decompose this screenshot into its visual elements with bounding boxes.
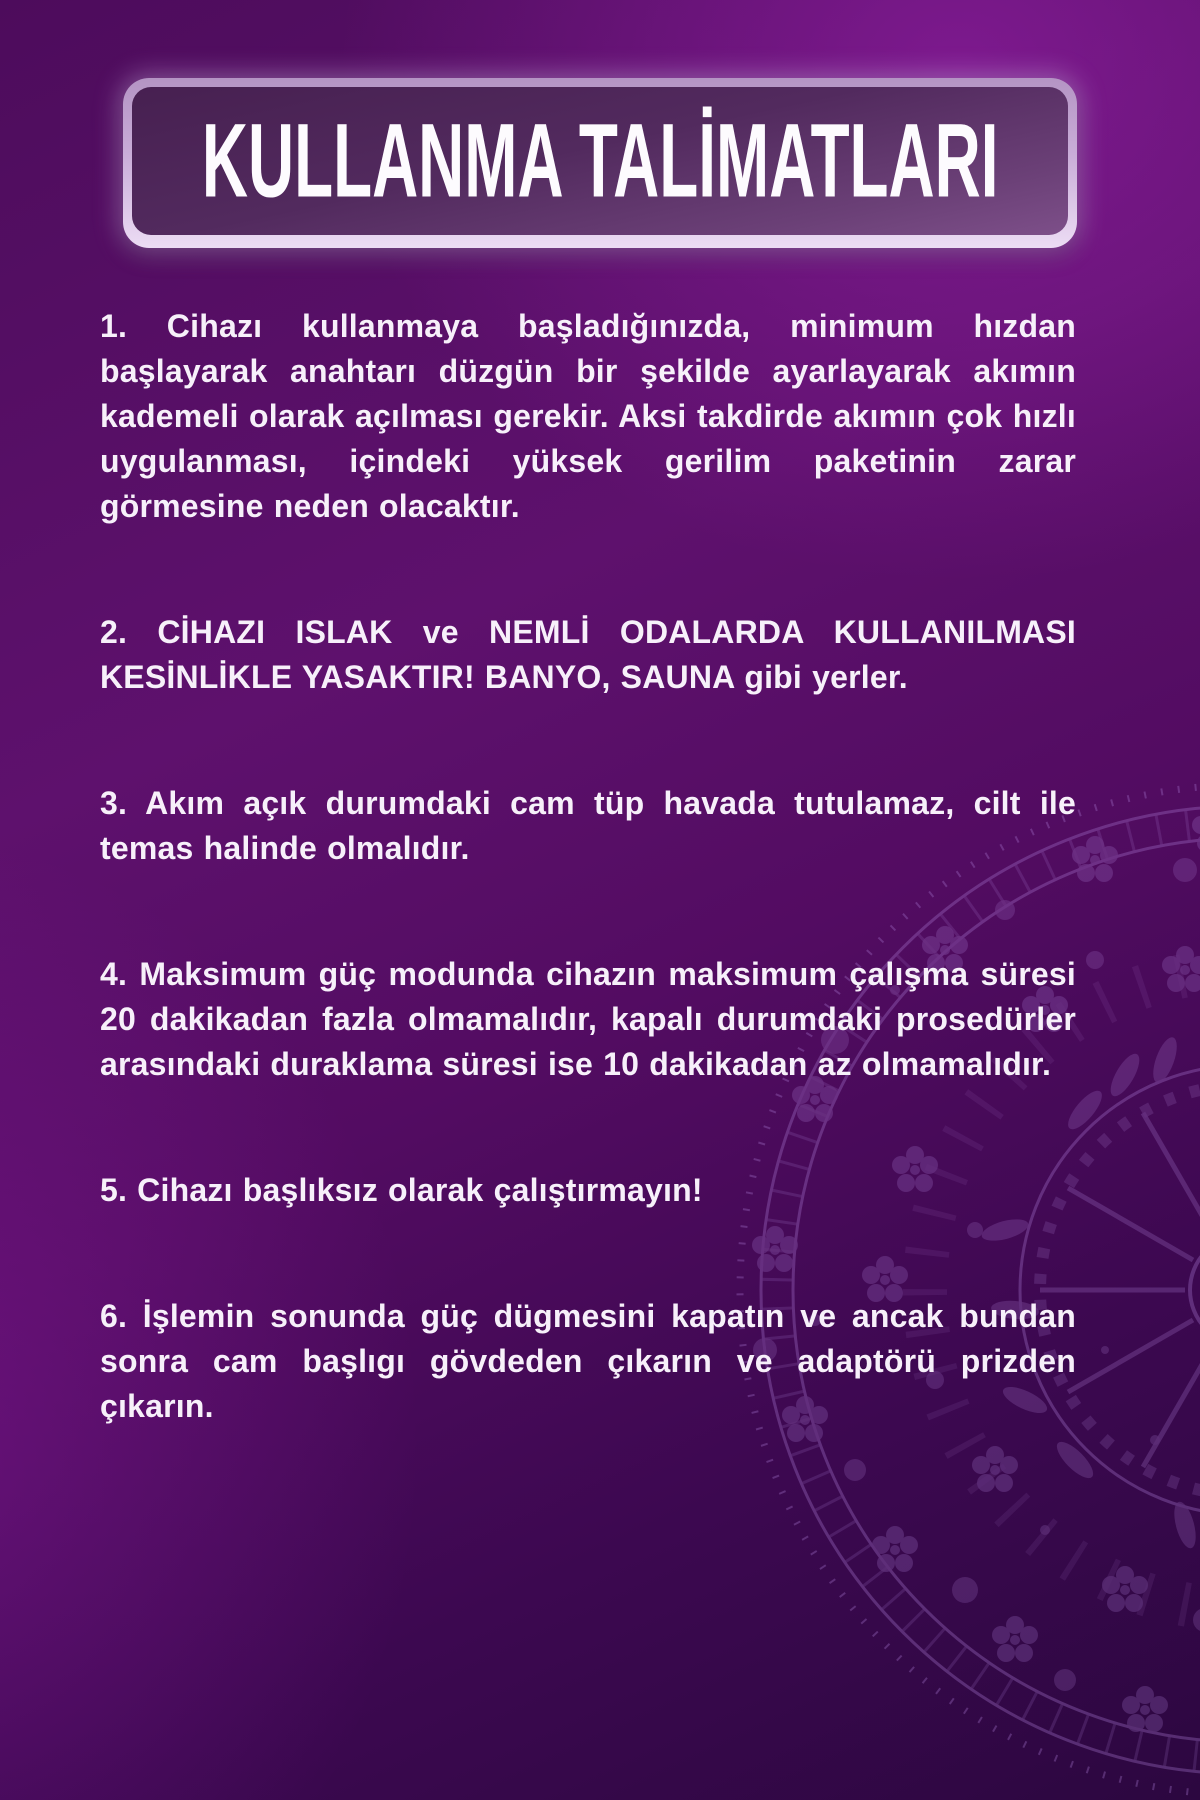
instruction-item-6: 6. İşlemin sonunda güç dügmesini kapatın ve ancak bundan sonra cam başlıgı gövdeden çıkarın ve adaptörü prizden çıkarın. xyxy=(100,1298,1076,1424)
instruction-item-3: 3. Akım açık durumdaki cam tüp havada tutulamaz, cilt ile temas halinde olmalıdır. xyxy=(100,785,1076,866)
title-banner xyxy=(123,78,1077,248)
instructions-list xyxy=(100,304,1076,1510)
instruction-item-5: 5. Cihazı başlıksız olarak çalıştırmayın! xyxy=(100,1172,703,1208)
title-banner-inner xyxy=(132,87,1068,235)
instruction-item-4: 4. Maksimum güç modunda cihazın maksimum çalışma süresi 20 dakikadan fazla olmamalıdır, kapalı durumdaki prosedürler arasındaki duraklama süresi ise 10 dakikadan az olmamalıdır. xyxy=(100,956,1076,1082)
instruction-item-1: 1. Cihazı kullanmaya başladığınızda, minimum hızdan başlayarak anahtarı düzgün bir şekilde ayarlayarak akımın kademeli olarak açılması gerekir. Aksi takdirde akımın çok hızlı uygulanması, içindeki yüksek gerilim paketinin zarar görmesine neden olacaktır. xyxy=(100,308,1076,524)
page-title: KULLANMA TALİMATLARI xyxy=(201,102,999,220)
instruction-item-2: 2. CİHAZI ISLAK ve NEMLİ ODALARDA KULLANILMASI KESİNLİKLE YASAKTIR! BANYO, SAUNA gibi yerler. xyxy=(100,614,1076,695)
